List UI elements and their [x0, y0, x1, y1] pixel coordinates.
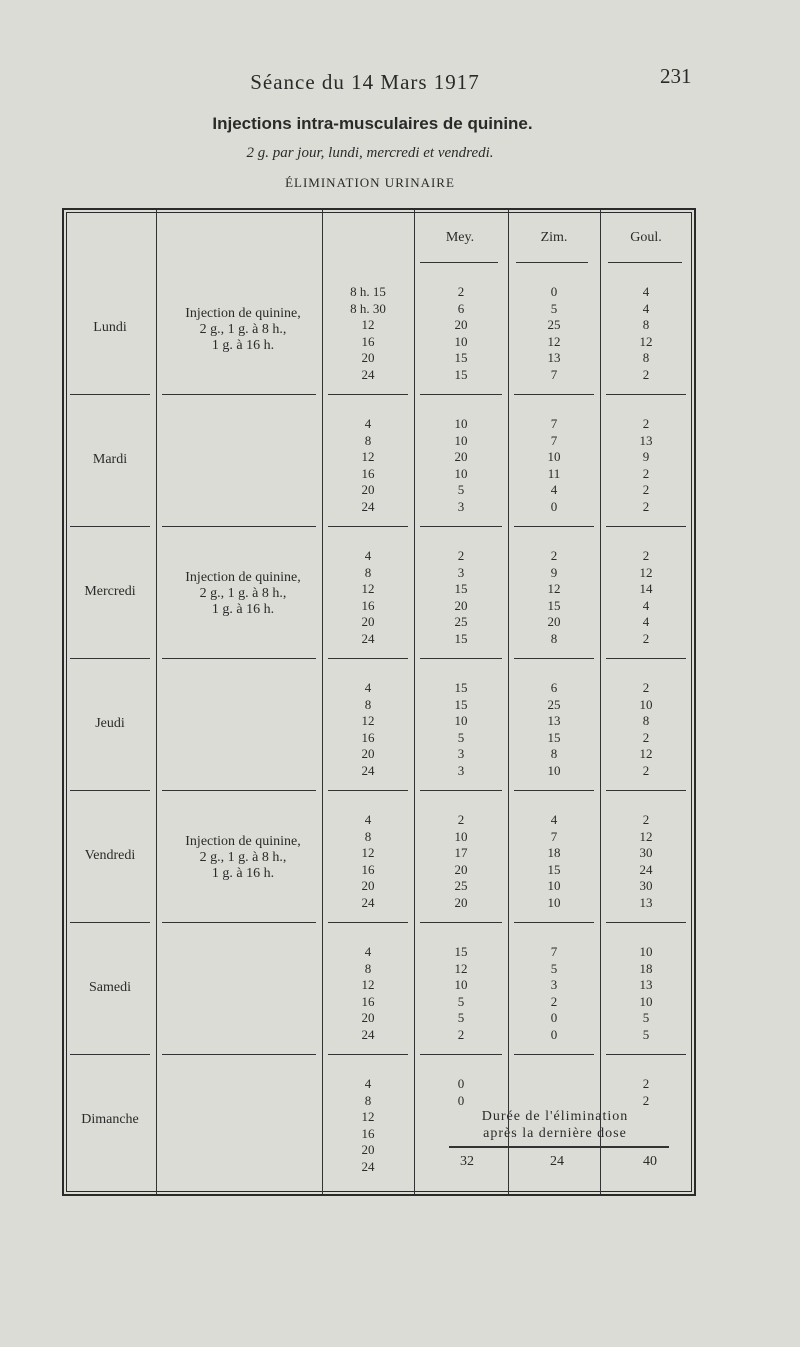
- mey-values: [414, 680, 508, 779]
- hour-cell: 16: [361, 1125, 375, 1141]
- injection-note: [160, 834, 326, 882]
- goul-cell: 2: [642, 1092, 650, 1108]
- mey-cell: 3: [457, 498, 465, 514]
- row-separator: [606, 526, 686, 527]
- mey-cell: 5: [457, 482, 465, 497]
- mey-cell: 10: [454, 333, 468, 349]
- goul-cell: 2: [642, 416, 650, 431]
- goul-cell: 2: [642, 465, 650, 481]
- row-separator: [606, 658, 686, 659]
- zim-cell: 5: [550, 960, 558, 976]
- goul-cell: 24: [639, 861, 653, 877]
- hour-cell: 4: [364, 680, 372, 695]
- row-separator: [514, 922, 594, 923]
- zim-cell: 3: [550, 977, 558, 992]
- zim-cell: 15: [547, 861, 561, 877]
- hour-cell: 12: [361, 845, 375, 860]
- column-header-mey: Mey.: [445, 230, 475, 245]
- mey-values: [414, 284, 508, 383]
- goul-cell: 13: [639, 977, 653, 992]
- goul-cell: 12: [639, 828, 653, 844]
- mey-cell: 20: [454, 449, 468, 464]
- mey-cell: 10: [454, 977, 468, 992]
- row-separator: [420, 526, 502, 527]
- goul-cell: 2: [642, 482, 650, 497]
- hour-cell: 8: [364, 432, 372, 448]
- goul-cell: 14: [639, 581, 653, 596]
- row-separator: [514, 1054, 594, 1055]
- hour-column: [322, 944, 414, 1043]
- goul-values: [600, 1076, 692, 1109]
- hour-column: [322, 812, 414, 911]
- row-separator: [420, 922, 502, 923]
- mey-cell: 2: [457, 548, 465, 563]
- total-goul: 40: [643, 1154, 657, 1169]
- hour-column: [322, 680, 414, 779]
- row-separator: [420, 394, 502, 395]
- zim-cell: 25: [547, 317, 561, 332]
- day-label: Vendredi: [84, 848, 136, 863]
- day-label: Dimanche: [81, 1112, 139, 1127]
- goul-cell: 10: [639, 993, 653, 1009]
- header-underline: [420, 262, 498, 263]
- mey-cell: 15: [454, 944, 468, 959]
- row-separator: [70, 1054, 150, 1055]
- zim-cell: 10: [547, 449, 561, 464]
- mey-cell: 15: [454, 630, 468, 646]
- goul-cell: 4: [642, 614, 650, 629]
- row-separator: [606, 394, 686, 395]
- goul-values: [600, 812, 692, 911]
- hour-cell: 8: [364, 960, 372, 976]
- mey-cell: 0: [457, 1092, 465, 1108]
- hour-cell: 16: [361, 993, 375, 1009]
- hour-cell: 8 h. 30: [350, 300, 386, 316]
- mey-values: [414, 1076, 508, 1109]
- zim-cell: 11: [547, 465, 561, 481]
- mey-cell: 20: [454, 861, 468, 877]
- goul-values: [600, 680, 692, 779]
- mey-cell: 2: [457, 1026, 465, 1042]
- zim-values: [508, 548, 600, 647]
- hour-cell: 20: [361, 1142, 375, 1157]
- injection-note-line: 1 g. à 16 h.: [211, 338, 275, 353]
- zim-cell: 2: [550, 548, 558, 563]
- hour-cell: 12: [361, 317, 375, 332]
- hour-cell: 24: [361, 894, 375, 910]
- goul-cell: 12: [639, 333, 653, 349]
- row-separator: [70, 394, 150, 395]
- mey-values: [414, 944, 508, 1043]
- goul-cell: 4: [642, 300, 650, 316]
- hour-column: [322, 548, 414, 647]
- zim-cell: 0: [550, 1026, 558, 1042]
- goul-cell: 2: [642, 680, 650, 695]
- zim-cell: 5: [550, 300, 558, 316]
- section-heading: ÉLIMINATION URINAIRE: [285, 175, 455, 190]
- footnote-rule: [449, 1146, 669, 1148]
- row-separator: [420, 790, 502, 791]
- mey-values: [414, 812, 508, 911]
- goul-cell: 10: [639, 944, 653, 959]
- zim-cell: 7: [550, 944, 558, 959]
- row-separator: [162, 526, 316, 527]
- mey-cell: 10: [454, 465, 468, 481]
- goul-cell: 18: [639, 960, 653, 976]
- goul-cell: 2: [642, 630, 650, 646]
- column-divider: [156, 210, 157, 1194]
- day-label: Samedi: [89, 980, 131, 995]
- mey-cell: 3: [457, 564, 465, 580]
- row-separator: [514, 394, 594, 395]
- goul-cell: 2: [642, 548, 650, 563]
- footnote-line: après la dernière dose: [483, 1126, 627, 1141]
- hour-cell: 4: [364, 812, 372, 827]
- goul-cell: 12: [639, 564, 653, 580]
- injection-note-line: 2 g., 1 g. à 8 h.,: [199, 586, 287, 601]
- mey-cell: 3: [457, 746, 465, 761]
- day-label: Lundi: [93, 320, 127, 335]
- row-separator: [162, 394, 316, 395]
- mey-cell: 15: [454, 366, 468, 382]
- row-separator: [328, 394, 408, 395]
- hour-cell: 24: [361, 366, 375, 382]
- hour-cell: 20: [361, 746, 375, 761]
- hour-cell: 20: [361, 878, 375, 893]
- hour-column: [322, 284, 414, 383]
- goul-cell: 30: [639, 878, 653, 893]
- mey-cell: 10: [454, 416, 468, 431]
- mey-cell: 10: [454, 713, 468, 728]
- injection-note: [160, 306, 326, 354]
- hour-cell: 16: [361, 861, 375, 877]
- zim-cell: 0: [550, 1010, 558, 1025]
- hour-cell: 8: [364, 696, 372, 712]
- elimination-table: [62, 208, 696, 1196]
- zim-cell: 25: [547, 696, 561, 712]
- goul-cell: 8: [642, 713, 650, 728]
- hour-cell: 24: [361, 498, 375, 514]
- row-separator: [162, 1054, 316, 1055]
- injection-note-line: 2 g., 1 g. à 8 h.,: [199, 322, 287, 337]
- mey-cell: 5: [457, 729, 465, 745]
- mey-cell: 20: [454, 894, 468, 910]
- row-separator: [162, 658, 316, 659]
- goul-cell: 2: [642, 498, 650, 514]
- mey-cell: 10: [454, 828, 468, 844]
- row-separator: [606, 790, 686, 791]
- running-head: Séance du 14 Mars 1917: [250, 70, 480, 94]
- goul-cell: 5: [642, 1010, 650, 1025]
- zim-cell: 12: [547, 581, 561, 596]
- hour-column: [322, 416, 414, 515]
- table-title: Injections intra-musculaires de quinine.: [212, 114, 533, 133]
- zim-cell: 6: [550, 680, 558, 695]
- goul-cell: 2: [642, 812, 650, 827]
- goul-cell: 2: [642, 762, 650, 778]
- goul-cell: 10: [639, 696, 653, 712]
- zim-cell: 15: [547, 729, 561, 745]
- hour-cell: 4: [364, 1076, 372, 1091]
- hour-cell: 24: [361, 1158, 375, 1174]
- hour-cell: 12: [361, 713, 375, 728]
- hour-cell: 20: [361, 482, 375, 497]
- goul-cell: 13: [639, 894, 653, 910]
- goul-cell: 4: [642, 284, 650, 299]
- hour-cell: 20: [361, 614, 375, 629]
- hour-cell: 20: [361, 1010, 375, 1025]
- goul-values: [600, 284, 692, 383]
- zim-cell: 2: [550, 993, 558, 1009]
- hour-cell: 24: [361, 630, 375, 646]
- goul-cell: 2: [642, 729, 650, 745]
- row-separator: [514, 790, 594, 791]
- zim-cell: 13: [547, 350, 561, 365]
- row-separator: [420, 658, 502, 659]
- goul-values: [600, 548, 692, 647]
- day-label: Jeudi: [95, 716, 125, 731]
- goul-cell: 9: [642, 449, 650, 464]
- goul-cell: 30: [639, 845, 653, 860]
- mey-values: [414, 548, 508, 647]
- hour-cell: 8: [364, 1092, 372, 1108]
- zim-values: [508, 944, 600, 1043]
- mey-cell: 15: [454, 350, 468, 365]
- mey-cell: 10: [454, 432, 468, 448]
- injection-note-line: 2 g., 1 g. à 8 h.,: [199, 850, 287, 865]
- mey-cell: 25: [454, 878, 468, 893]
- zim-cell: 10: [547, 894, 561, 910]
- row-separator: [70, 790, 150, 791]
- mey-cell: 25: [454, 614, 468, 629]
- zim-cell: 4: [550, 482, 558, 497]
- mey-cell: 12: [454, 960, 468, 976]
- row-separator: [606, 1054, 686, 1055]
- column-header-goul: Goul.: [630, 230, 662, 245]
- zim-cell: 10: [547, 878, 561, 893]
- zim-values: [508, 680, 600, 779]
- mey-cell: 3: [457, 762, 465, 778]
- mey-cell: 5: [457, 993, 465, 1009]
- zim-cell: 0: [550, 498, 558, 514]
- hour-cell: 24: [361, 762, 375, 778]
- mey-cell: 6: [457, 300, 465, 316]
- row-separator: [328, 658, 408, 659]
- mey-cell: 2: [457, 284, 465, 299]
- goul-cell: 8: [642, 350, 650, 365]
- zim-cell: 9: [550, 564, 558, 580]
- goul-cell: 12: [639, 746, 653, 761]
- zim-cell: 4: [550, 812, 558, 827]
- row-separator: [70, 922, 150, 923]
- hour-cell: 4: [364, 944, 372, 959]
- header-underline: [516, 262, 588, 263]
- day-label: Mercredi: [84, 584, 136, 599]
- day-label: Mardi: [92, 452, 128, 467]
- mey-cell: 2: [457, 812, 465, 827]
- zim-cell: 8: [550, 630, 558, 646]
- hour-cell: 4: [364, 416, 372, 431]
- injection-note-line: Injection de quinine,: [185, 834, 301, 849]
- mey-values: [414, 416, 508, 515]
- mey-cell: 20: [454, 317, 468, 332]
- goul-cell: 13: [639, 432, 653, 448]
- zim-cell: 10: [547, 762, 561, 778]
- row-separator: [514, 526, 594, 527]
- mey-cell: 17: [454, 845, 468, 860]
- row-separator: [328, 526, 408, 527]
- goul-values: [600, 944, 692, 1043]
- zim-cell: 18: [547, 845, 561, 860]
- hour-cell: 8: [364, 828, 372, 844]
- row-separator: [328, 922, 408, 923]
- zim-cell: 12: [547, 333, 561, 349]
- zim-cell: 0: [550, 284, 558, 299]
- hour-cell: 24: [361, 1026, 375, 1042]
- row-separator: [514, 658, 594, 659]
- total-mey: 32: [460, 1154, 474, 1169]
- row-separator: [328, 790, 408, 791]
- total-zim: 24: [550, 1154, 564, 1169]
- table-subtitle: 2 g. par jour, lundi, mercredi et vendredi.: [246, 145, 494, 161]
- hour-cell: 8 h. 15: [350, 284, 386, 299]
- zim-values: [508, 284, 600, 383]
- hour-cell: 12: [361, 581, 375, 596]
- elimination-duration-note: [440, 1108, 670, 1142]
- zim-cell: 8: [550, 746, 558, 761]
- mey-cell: 0: [457, 1076, 465, 1091]
- header-underline: [608, 262, 682, 263]
- hour-cell: 12: [361, 449, 375, 464]
- hour-cell: 12: [361, 977, 375, 992]
- goul-values: [600, 416, 692, 515]
- injection-note: [160, 570, 326, 618]
- goul-cell: 2: [642, 1076, 650, 1091]
- row-separator: [328, 1054, 408, 1055]
- hour-cell: 12: [361, 1109, 375, 1124]
- column-header-zim: Zim.: [540, 230, 568, 245]
- row-separator: [162, 922, 316, 923]
- mey-cell: 15: [454, 696, 468, 712]
- zim-values: [508, 812, 600, 911]
- hour-cell: 16: [361, 333, 375, 349]
- row-separator: [606, 922, 686, 923]
- goul-cell: 2: [642, 366, 650, 382]
- injection-note-line: 1 g. à 16 h.: [211, 866, 275, 881]
- row-separator: [420, 1054, 502, 1055]
- mey-cell: 20: [454, 597, 468, 613]
- zim-cell: 13: [547, 713, 561, 728]
- mey-cell: 15: [454, 680, 468, 695]
- mey-cell: 15: [454, 581, 468, 596]
- zim-cell: 7: [550, 416, 558, 431]
- footnote-line: Durée de l'élimination: [481, 1109, 629, 1124]
- row-separator: [70, 658, 150, 659]
- zim-cell: 7: [550, 366, 558, 382]
- hour-column: [322, 1076, 414, 1175]
- hour-cell: 16: [361, 465, 375, 481]
- goul-cell: 4: [642, 597, 650, 613]
- hour-cell: 16: [361, 597, 375, 613]
- hour-cell: 8: [364, 564, 372, 580]
- zim-cell: 20: [547, 614, 561, 629]
- zim-cell: 15: [547, 597, 561, 613]
- hour-cell: 20: [361, 350, 375, 365]
- injection-note-line: 1 g. à 16 h.: [211, 602, 275, 617]
- zim-cell: 7: [550, 432, 558, 448]
- injection-note-line: Injection de quinine,: [185, 570, 301, 585]
- row-separator: [162, 790, 316, 791]
- zim-cell: 7: [550, 828, 558, 844]
- row-separator: [70, 526, 150, 527]
- hour-cell: 16: [361, 729, 375, 745]
- goul-cell: 5: [642, 1026, 650, 1042]
- mey-cell: 5: [457, 1010, 465, 1025]
- goul-cell: 8: [642, 317, 650, 332]
- injection-note-line: Injection de quinine,: [185, 306, 301, 321]
- zim-values: [508, 416, 600, 515]
- hour-cell: 4: [364, 548, 372, 563]
- page-number: 231: [660, 64, 692, 88]
